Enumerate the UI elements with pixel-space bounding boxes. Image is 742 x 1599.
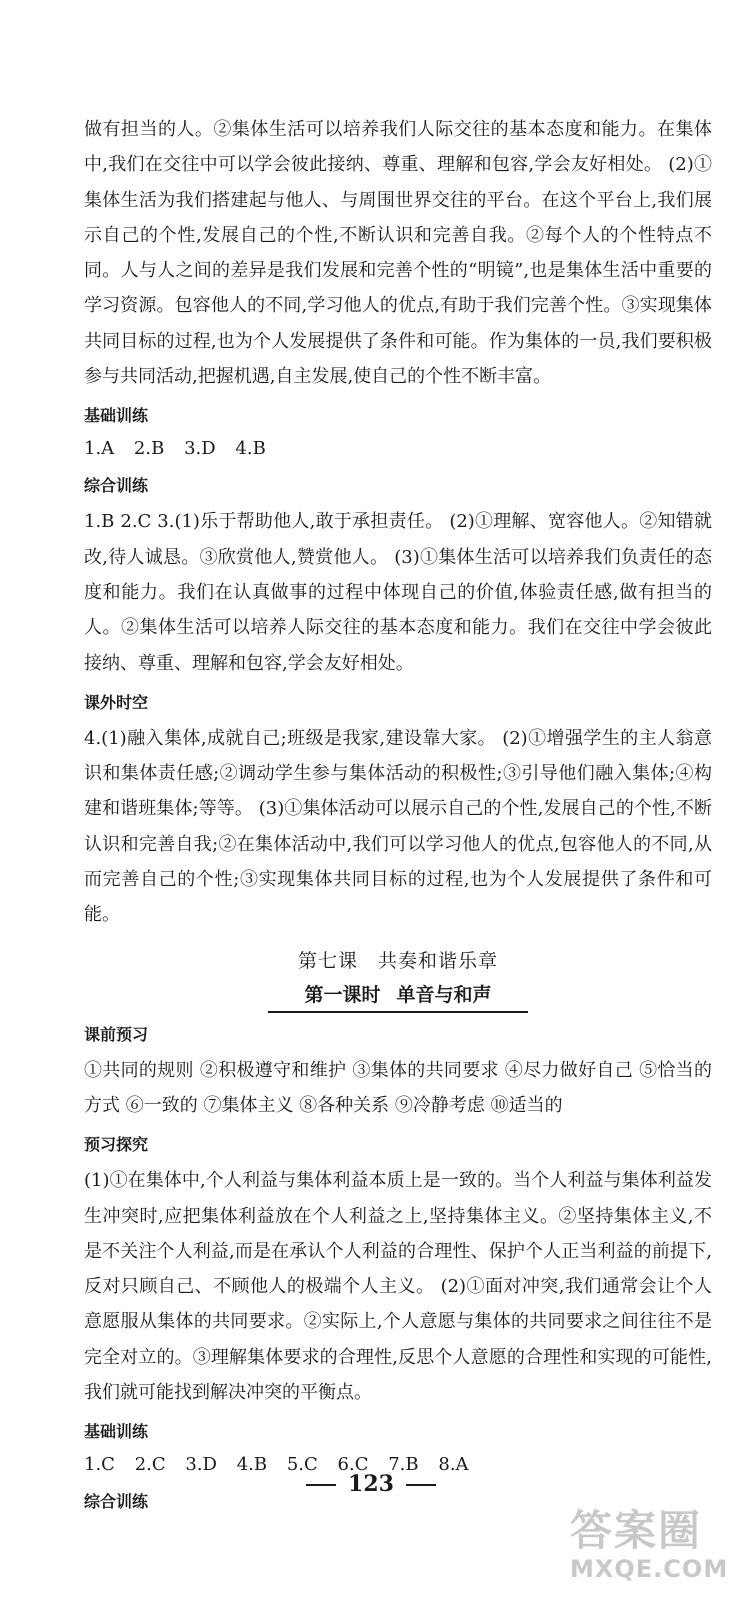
answer-item: 3.D — [184, 438, 216, 460]
page-number-text: 123 — [348, 1471, 394, 1497]
period-title-wrap — [84, 979, 712, 1013]
answer-item: 2.B — [133, 438, 165, 460]
answer-item: 7.B — [388, 1454, 419, 1476]
preview-paragraph: ①共同的规则 ②积极遵守和维护 ③集体的共同要求 ④尽力做好自己 ⑤恰当的方式 ⑥一致的 ⑦集体主义 ⑧各种关系 ⑨冷静考虑 ⑩适当的 — [84, 1059, 712, 1116]
page-number — [0, 1471, 742, 1497]
watermark-url: MXQE.COM — [570, 1555, 729, 1583]
preview-exploration-paragraph: (1)①在集体中,个人利益与集体利益本质上是一致的。当个人利益与集体利益发生冲突时,应把集体利益放在个人利益之上,坚持集体主义。②坚持集体主义,不是不关注个人利益,而是在承认个人利益的合理性、保护个人正当利益的前提下,反对只顾自己、不顾他人的极端个人主义。 (2)①面对冲突,我们通常会让个人意愿服从集体的共同要求。②实际上,个人意愿与集体的共同要求之间往往不是完全对立的。③理解集体要求的合理性,反思个人意愿的合理性和实现的可能性,我们就可能找到解决冲突的平衡点。 — [84, 1170, 712, 1404]
period-name: 单音与和声 — [396, 983, 492, 1006]
section-heading-comprehensive-training-2: 综合训练 — [84, 1492, 149, 1512]
intro-paragraph: 做有担当的人。②集体生活可以培养我们人际交往的基本态度和能力。在集体中,我们在交往中可以学会彼此接纳、尊重、理解和包容,学会友好相处。 (2)①集体生活为我们搭建起与他人、与周围世界交往的平台。在这个平台上,我们展示自己的个性,发展自己的个性,不断认识和完善自我。②每个人的个性特点不同。人与人之间的差异是我们发展和完善个性的“明镜”,也是集体生活中重要的学习资源。包容他人的不同,学习他人的优点,有助于我们完善个性。③实现集体共同目标的过程,也为个人发展提供了条件和可能。作为集体的一员,我们要积极参与共同活动,把握机遇,自主发展,使自己的个性不断丰富。 — [84, 119, 712, 388]
answer-item: 6.C — [337, 1454, 369, 1476]
section-heading-basic-training-2: 基础训练 — [84, 1422, 149, 1442]
answer-item: 2.C — [134, 1454, 166, 1476]
answer-item: 4.B — [235, 438, 266, 460]
watermark-logo: 答案圈 — [570, 1506, 703, 1555]
lesson-title — [84, 943, 712, 979]
lesson-number: 第七课 — [297, 949, 358, 972]
extracurricular-paragraph: 4.(1)融入集体,成就自己;班级是我家,建设靠大家。 (2)①增强学生的主人翁意识和集体责任感;②调动学生参与集体活动的积极性;③引导他们融入集体;④构建和谐班集体;等等。 (3)①集体活动可以展示自己的个性,发展自己的个性,不断认识和完善自我;②在集体活动中,我们可以学习他人的优点,包容他人的不同,从而完善自己的个性;③实现集体共同目标的过程,也为个人发展提供了条件和可能。 — [84, 727, 712, 926]
lesson-name: 共奏和谐乐章 — [378, 949, 499, 972]
answer-item: 1.A — [84, 438, 115, 460]
section-heading-preview: 课前预习 — [84, 1024, 149, 1044]
section-heading-basic-training: 基础训练 — [84, 406, 149, 426]
period-number: 第一课时 — [304, 983, 381, 1006]
comprehensive-training-paragraph: 1.B 2.C 3.(1)乐于帮助他人,敢于承担责任。 (2)①理解、宽容他人。②知错就改,待人诚恳。③欣赏他人,赞赏他人。 (3)①集体生活可以培养我们负责任的态度和能力。我们在认真做事的过程中体现自己的价值,体验责任感,做有担当的人。②集体生活可以培养人际交往的基本态度和能力。我们在交往中学会彼此接纳、尊重、理解和包容,学会友好相处。 — [84, 511, 712, 674]
answer-item: 4.B — [236, 1454, 268, 1476]
answer-item: 8.A — [438, 1454, 469, 1476]
answer-item: 3.D — [185, 1454, 217, 1476]
page-content — [84, 112, 712, 1520]
answer-list-basic-training — [84, 434, 712, 464]
answer-item: 1.C — [84, 1454, 115, 1476]
period-title — [268, 979, 527, 1013]
section-heading-extracurricular: 课外时空 — [84, 692, 149, 712]
page-number-dash-left — [306, 1484, 336, 1486]
section-heading-comprehensive-training: 综合训练 — [84, 476, 149, 496]
page-number-dash-right — [406, 1484, 436, 1486]
section-heading-preview-exploration: 预习探究 — [84, 1135, 149, 1155]
watermark — [570, 1508, 735, 1596]
answer-item: 5.C — [286, 1454, 318, 1476]
